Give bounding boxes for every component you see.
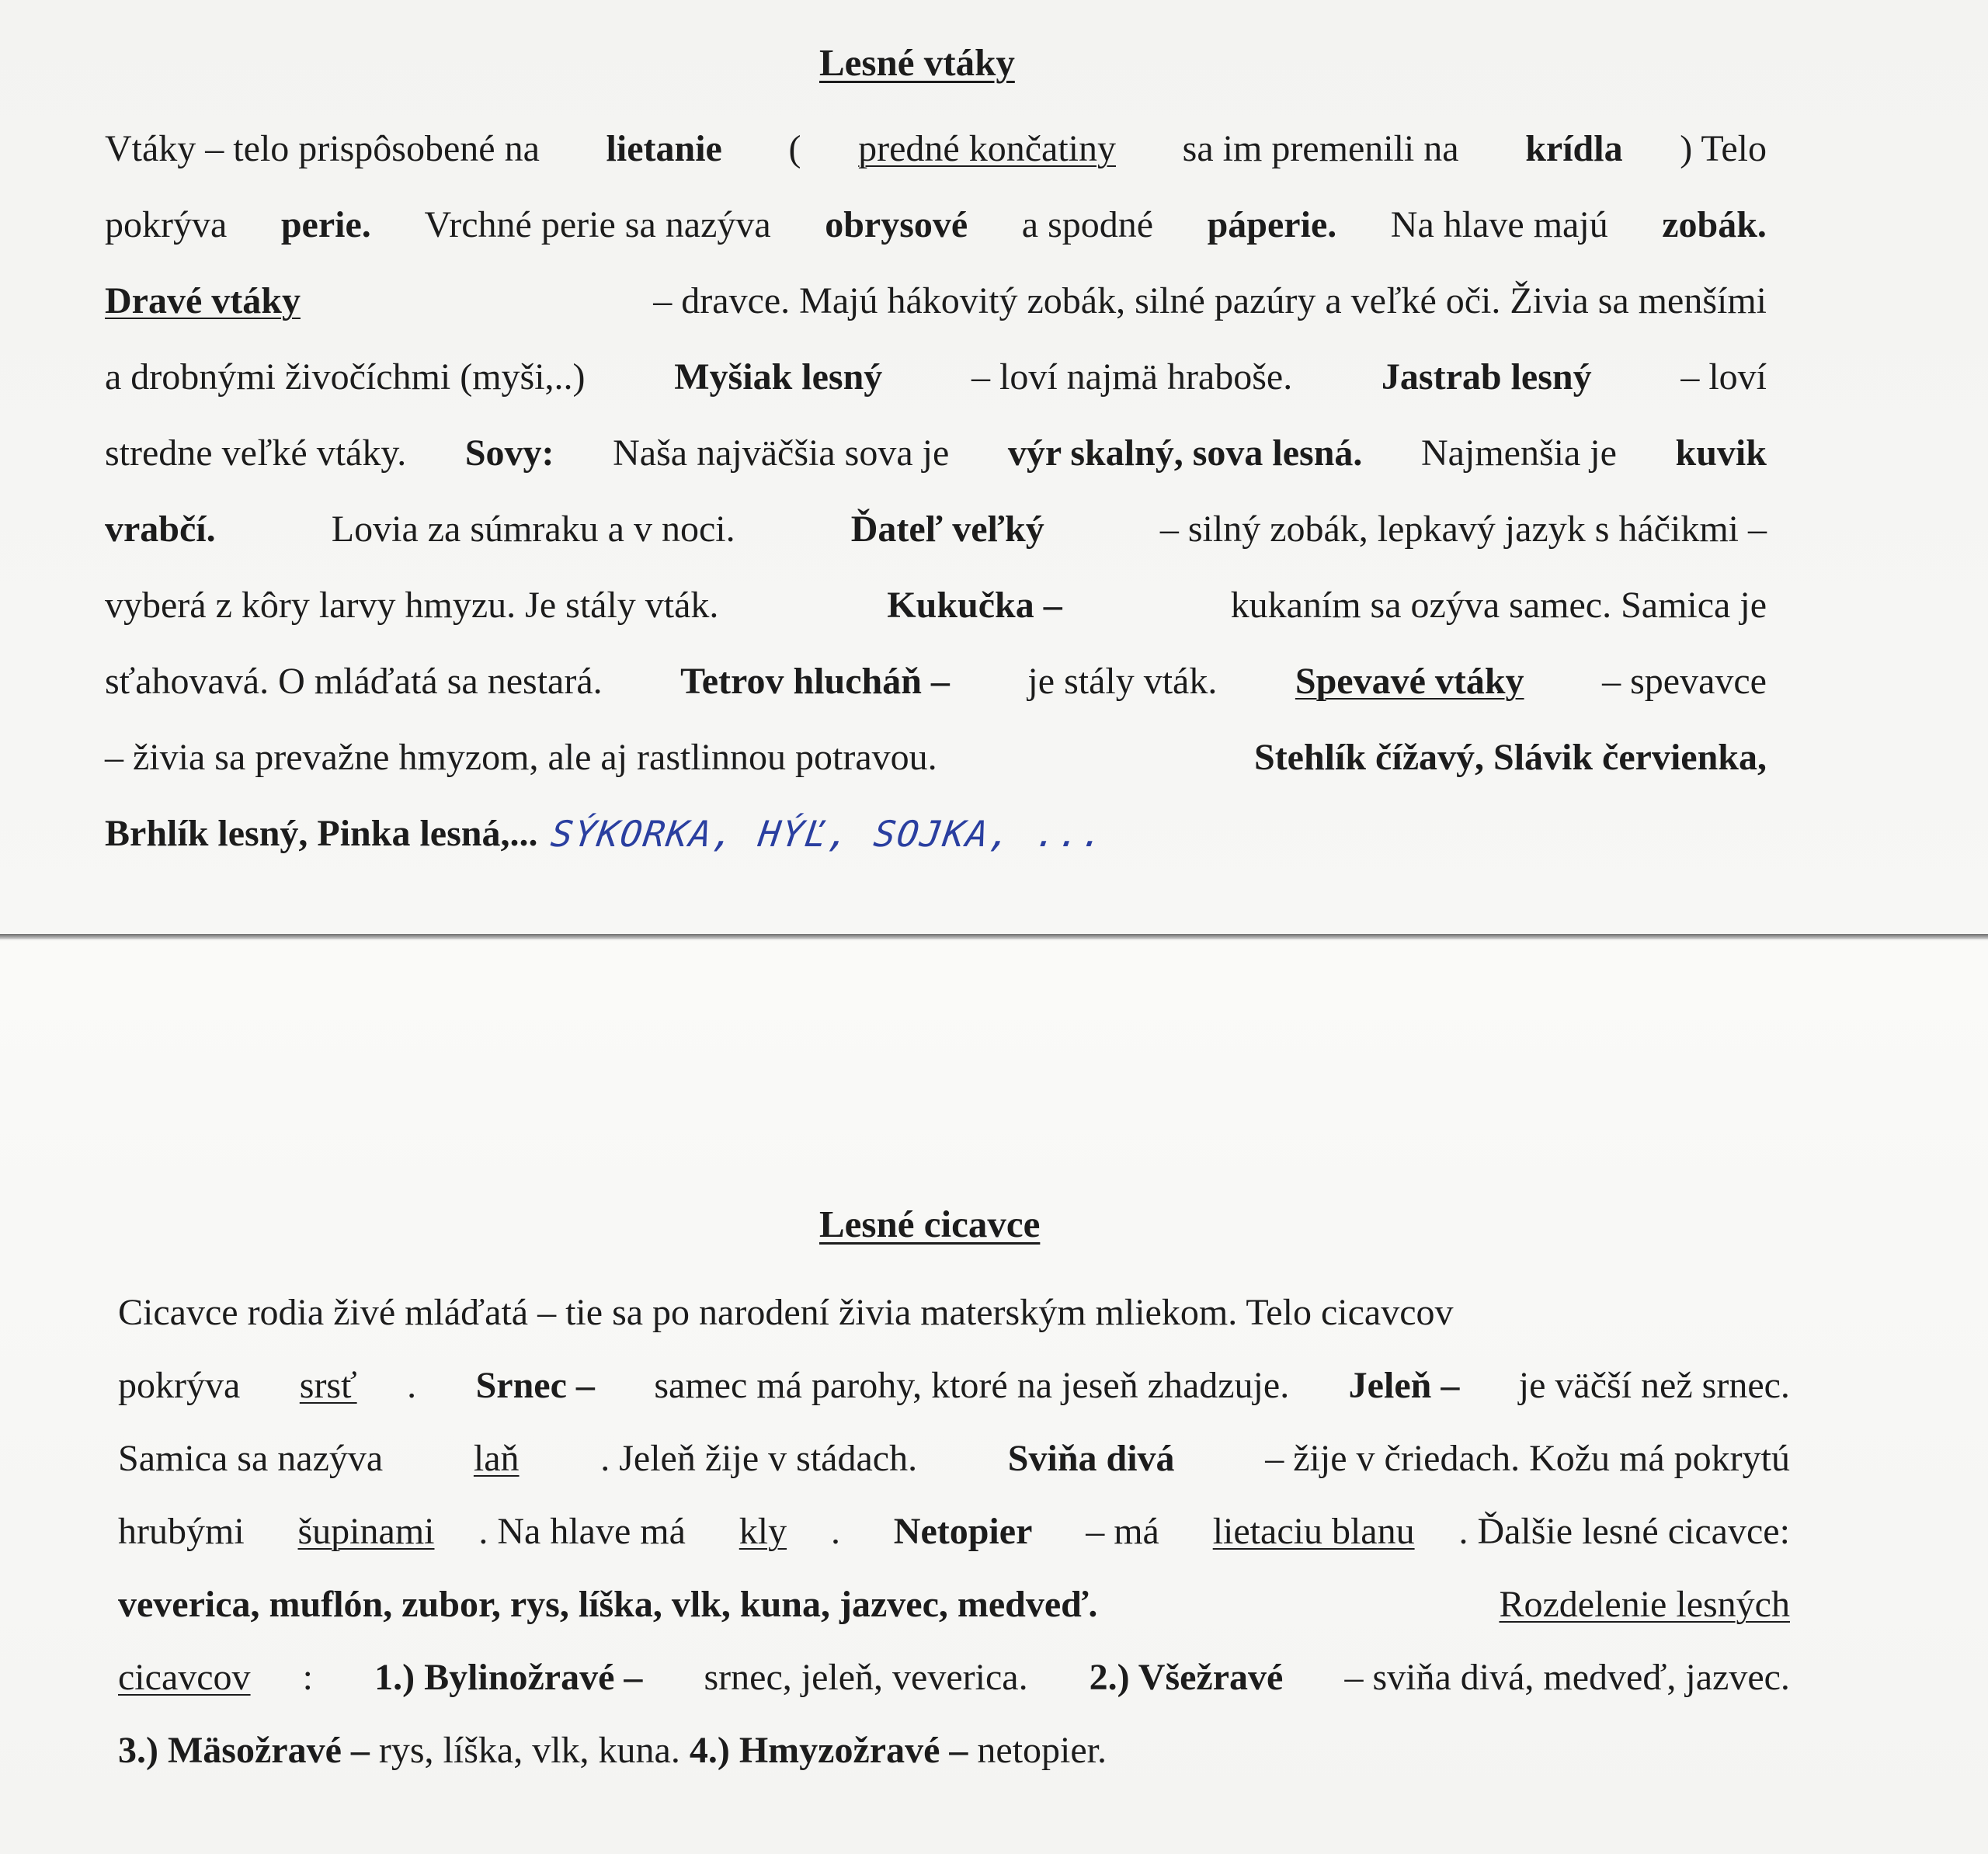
bold-term: vrabčí. xyxy=(105,509,216,550)
section-title-forest-birds: Lesné vtáky xyxy=(819,41,1015,84)
bold-term: 3.) Mäsožravé – xyxy=(118,1730,370,1771)
text-run: laň xyxy=(473,1438,520,1479)
text-run: . xyxy=(407,1365,426,1406)
text-run: je väčší než srnec. xyxy=(1509,1365,1790,1406)
text-run: Naša najväčšia sova je xyxy=(603,432,959,474)
text-run: pokrýva xyxy=(118,1365,250,1406)
bold-term: veverica, muflón, zubor, rys, líška, vlk, kuna, jazvec, medveď. xyxy=(118,1584,1098,1625)
text-line xyxy=(105,127,1767,171)
bold-term: Srnec – xyxy=(475,1365,595,1406)
text-run: Cicavce rodia živé mláďatá – tie sa po narodení živia materským mliekom. Telo cicavcov xyxy=(118,1292,1454,1333)
bold-term: Jeleň – xyxy=(1348,1365,1460,1406)
text-run: – sviňa divá, medveď, jazvec. xyxy=(1335,1657,1790,1698)
text-run: – silný zobák, lepkavý jazyk s háčikmi – xyxy=(1150,509,1767,550)
bold-term: lietanie xyxy=(606,128,722,169)
text-line xyxy=(118,1364,1790,1408)
text-run: a drobnými živočíchmi (myši,..) xyxy=(105,356,595,398)
bold-term: Kukučka – xyxy=(887,585,1062,626)
handwritten-note: SÝKORKA, HÝĽ, SOJKA, ... xyxy=(548,813,1108,855)
text-run: rys, líška, vlk, kuna. xyxy=(369,1730,690,1771)
text-run: Vrchné perie sa nazýva xyxy=(415,204,780,245)
text-run: . xyxy=(830,1511,850,1552)
text-run: . Na hlave má xyxy=(478,1511,695,1552)
bold-term: zobák. xyxy=(1662,204,1767,245)
text-run: stredne veľké vtáky. xyxy=(105,432,416,474)
text-run: cicavcov xyxy=(118,1657,251,1698)
bold-term: obrysové xyxy=(825,204,968,245)
bold-term: Spevavé vtáky xyxy=(1295,661,1524,702)
text-run: – loví xyxy=(1671,356,1767,398)
text-run: srnec, jeleň, veverica. xyxy=(694,1657,1037,1698)
text-run: ) Telo xyxy=(1680,128,1767,169)
text-line xyxy=(105,812,1767,856)
section-title-forest-mammals: Lesné cicavce xyxy=(819,1203,1041,1245)
bold-term: perie. xyxy=(280,204,371,245)
bold-term: Brhlík lesný, Pinka lesná,... xyxy=(105,813,538,854)
text-run: je stály vták. xyxy=(1018,661,1227,702)
text-line xyxy=(118,1656,1790,1700)
text-line xyxy=(105,356,1767,399)
text-run: lietaciu blanu xyxy=(1212,1511,1415,1552)
bold-term: Ďateľ veľký xyxy=(850,509,1044,550)
text-run: kukaním sa ozýva samec. Samica je xyxy=(1221,585,1767,626)
text-run xyxy=(1289,1583,1308,1627)
bold-term: Dravé vtáky xyxy=(105,280,301,321)
text-run: – má xyxy=(1076,1511,1169,1552)
text-line xyxy=(105,508,1767,551)
bold-term: Sovy: xyxy=(464,432,554,474)
bold-term: Myšiak lesný xyxy=(674,356,883,398)
bold-term: Netopier xyxy=(893,1511,1033,1552)
bold-term: výr skalný, sova lesná. xyxy=(1007,432,1363,474)
text-line xyxy=(118,1510,1790,1554)
text-line xyxy=(118,1291,1790,1335)
text-run: : xyxy=(302,1657,322,1698)
bold-term: Stehlík čížavý, Slávik červienka, xyxy=(1254,737,1767,778)
text-line xyxy=(105,279,1767,323)
text-run: – živia sa prevažne hmyzom, ale aj rastlinnou potravou. xyxy=(105,737,947,778)
text-run: vyberá z kôry larvy hmyzu. Je stály vták. xyxy=(105,585,728,626)
text-run: srsť xyxy=(299,1365,357,1406)
text-run: sa im premenili na xyxy=(1173,128,1468,169)
text-line xyxy=(118,1437,1790,1481)
text-run: – dravce. Majú hákovitý zobák, silné pazúry a veľké oči. Živia sa menšími xyxy=(644,280,1767,321)
text-run: Vtáky – telo prispôsobené na xyxy=(105,128,549,169)
text-run: hrubými xyxy=(118,1511,254,1552)
bold-term: krídla xyxy=(1525,128,1623,169)
text-run: sťahovavá. O mláďatá sa nestará. xyxy=(105,661,612,702)
text-run: šupinami xyxy=(297,1511,435,1552)
text-run: – loví najmä hraboše. xyxy=(961,356,1302,398)
text-line xyxy=(105,203,1767,247)
page-fold-divider xyxy=(0,934,1988,939)
bold-term: Tetrov hlucháň – xyxy=(680,661,950,702)
text-run: – spevavce xyxy=(1593,661,1767,702)
text-run: pokrýva xyxy=(105,204,237,245)
text-line xyxy=(105,660,1767,703)
bold-term: Sviňa divá xyxy=(1007,1438,1175,1479)
text-run: Rozdelenie lesných xyxy=(1499,1584,1790,1625)
bold-term: kuvik xyxy=(1675,432,1767,474)
text-line xyxy=(105,432,1767,475)
text-run: Najmenšia je xyxy=(1412,432,1626,474)
text-run: ( xyxy=(779,128,801,169)
text-run: Samica sa nazýva xyxy=(118,1438,393,1479)
text-run: netopier. xyxy=(968,1730,1107,1771)
text-line xyxy=(105,584,1767,627)
bold-term: 1.) Bylinožravé – xyxy=(374,1657,643,1698)
bold-term: 4.) Hmyzožravé – xyxy=(689,1730,968,1771)
text-run: . Jeleň žije v stádach. xyxy=(600,1438,927,1479)
text-run: samec má parohy, ktoré na jeseň zhadzuje. xyxy=(645,1365,1299,1406)
text-run: kly xyxy=(739,1511,787,1552)
text-run: a spodné xyxy=(1012,204,1163,245)
text-line xyxy=(118,1583,1790,1627)
text-line xyxy=(105,736,1767,779)
text-run: Lovia za súmraku a v noci. xyxy=(321,509,745,550)
text-run: predné končatiny xyxy=(858,128,1116,169)
text-run: Na hlave majú xyxy=(1381,204,1618,245)
bold-term: páperie. xyxy=(1207,204,1337,245)
text-run: . Ďalšie lesné cicavce: xyxy=(1458,1511,1790,1552)
text-line xyxy=(118,1729,1790,1772)
bold-term: 2.) Všežravé xyxy=(1089,1657,1284,1698)
bold-term: Jastrab lesný xyxy=(1381,356,1592,398)
text-run: – žije v čriedach. Kožu má pokrytú xyxy=(1256,1438,1790,1479)
